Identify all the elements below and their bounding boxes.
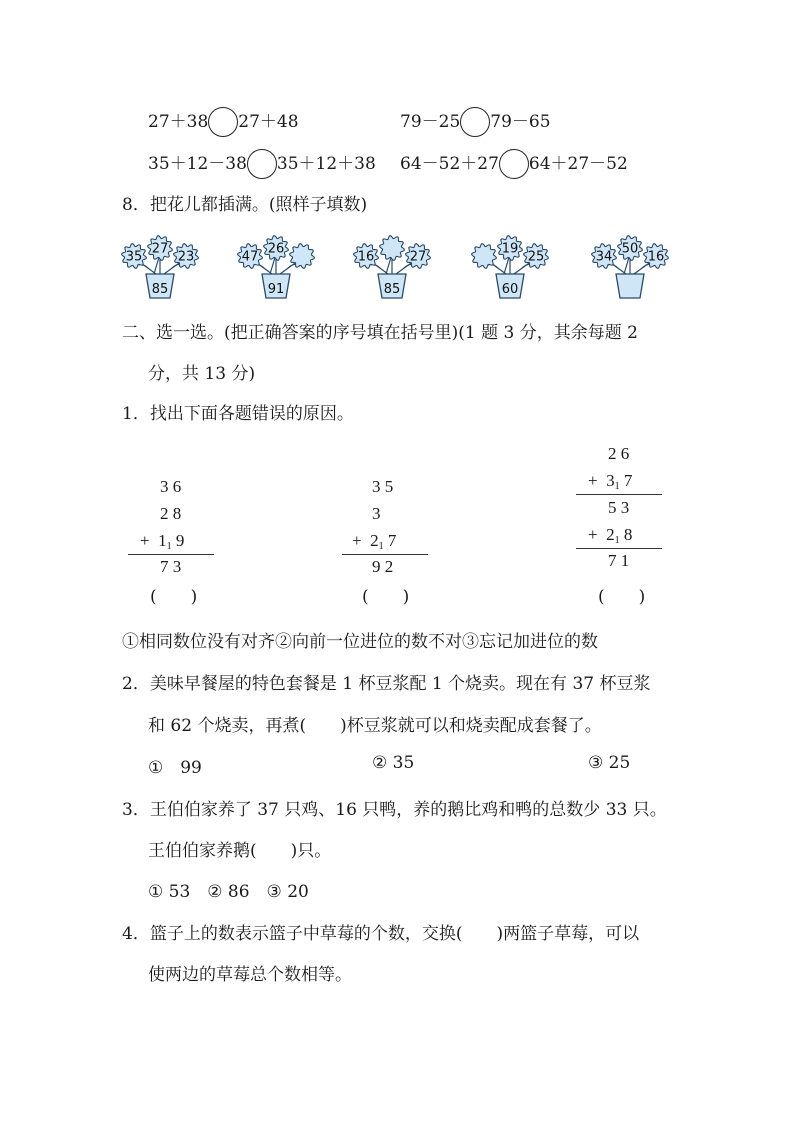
flower-pot [588, 230, 672, 305]
compare-circle[interactable] [247, 149, 277, 179]
compare-circle[interactable] [460, 107, 490, 137]
digit: 7 [387, 531, 397, 550]
flower-pot [118, 230, 202, 305]
calc-row [588, 525, 632, 546]
calc-row: 5 3 [608, 498, 630, 517]
q2-line1: 2．美味早餐屋的特色套餐是 1 杯豆浆配 1 个烧卖。现在有 37 杯豆浆 [122, 674, 651, 694]
q2-option-2[interactable]: ② 35 [372, 753, 415, 773]
expr: 35＋12－38 [148, 154, 247, 174]
calc-rule [342, 554, 428, 555]
compare-row1-left [148, 107, 299, 133]
flower-pot-figure [468, 230, 552, 300]
calc-row: 3 6 [160, 477, 182, 496]
calc-result: 7 3 [160, 557, 182, 576]
digit: 2 [370, 531, 379, 550]
expr: 27＋38 [148, 112, 209, 132]
calc-rule [128, 554, 214, 555]
q2-option-3[interactable]: ③ 25 [588, 753, 631, 773]
flower-pot [234, 230, 318, 305]
carry-digit: 1 [614, 481, 620, 492]
flower-left-number: 35 [125, 249, 143, 265]
expr: 27＋48 [238, 112, 299, 132]
flower-pot [350, 230, 434, 305]
answer-blank[interactable]: ( ) [598, 587, 646, 607]
digit: 1 [158, 531, 167, 550]
expr: 79－65 [490, 112, 551, 132]
calc-rule [576, 548, 662, 549]
flower-pot-figure [350, 230, 434, 300]
compare-circle[interactable] [208, 107, 238, 137]
calc-row [588, 471, 632, 492]
q3-line2: 王伯伯家养鹅( )只。 [148, 841, 332, 861]
compare-circle[interactable] [499, 149, 529, 179]
digit: 2 [606, 525, 615, 544]
expr: 79－25 [400, 112, 461, 132]
carry-digit: 1 [378, 541, 384, 552]
plus-sign: + [352, 531, 362, 550]
flower-right-number: 16 [647, 249, 665, 265]
flower-top-number: 19 [501, 241, 519, 257]
q1-title: 1．找出下面各题错误的原因。 [122, 404, 354, 424]
flower-top-icon[interactable] [380, 236, 405, 261]
flower-top-number: 26 [267, 241, 285, 257]
flower-top-number: 50 [621, 241, 639, 257]
flower-left-number: 47 [241, 249, 259, 265]
calc-result: 7 1 [608, 551, 630, 570]
carry-digit: 1 [614, 535, 620, 546]
calc-row: 2 8 [160, 504, 182, 523]
compare-row2-right [400, 149, 628, 175]
carry-digit: 1 [166, 541, 172, 552]
flower-pot [468, 230, 552, 305]
section2-title-line1: 二、选一选。(把正确答案的序号填在括号里)(1 题 3 分，其余每题 2 [122, 323, 638, 343]
digit: 7 [623, 471, 633, 490]
digit: 3 [606, 471, 615, 490]
expr: 64－52＋27 [400, 154, 499, 174]
calc-row: 3 5 [372, 477, 394, 496]
q4-line1: 4．篮子上的数表示篮子中草莓的个数，交换( )两篮子草莓，可以 [122, 924, 640, 944]
digit: 8 [623, 525, 633, 544]
flower-right-number: 25 [527, 249, 545, 265]
plus-sign: + [140, 531, 150, 550]
section2-title-line2: 分，共 13 分) [148, 364, 256, 384]
q3-options[interactable]: ① 53 ② 86 ③ 20 [148, 882, 309, 902]
pot-number: 91 [267, 282, 285, 297]
q1-reasons: ①相同数位没有对齐②向前一位进位的数不对③忘记加进位的数 [122, 632, 598, 652]
pot-icon [616, 274, 644, 298]
q3-line1: 3．王伯伯家养了 37 只鸡、16 只鸭，养的鹅比鸡和鸭的总数少 33 只。 [122, 800, 667, 820]
flower-pot-figure [234, 230, 318, 300]
flower-right-number: 27 [409, 249, 427, 265]
flower-pot-figure [588, 230, 672, 300]
calc-row [140, 531, 184, 552]
calc-result: 9 2 [372, 557, 394, 576]
compare-row2-left [148, 149, 376, 175]
q2-line2: 和 62 个烧卖，再煮( )杯豆浆就可以和烧卖配成套餐了。 [148, 716, 602, 736]
calc-row: 2 6 [608, 444, 630, 463]
expr: 64＋27－52 [528, 154, 628, 174]
compare-row1-right [400, 107, 551, 133]
q8-title: 8．把花儿都插满。(照样子填数) [122, 195, 368, 215]
answer-blank[interactable]: ( ) [150, 587, 198, 607]
q4-line2: 使两边的草莓总个数相等。 [148, 965, 352, 985]
calc-row: 3 [372, 504, 381, 523]
plus-sign: + [588, 525, 598, 544]
pot-number: 85 [151, 282, 169, 297]
digit: 9 [175, 531, 185, 550]
flower-left-number: 34 [595, 249, 613, 265]
answer-blank[interactable]: ( ) [362, 587, 410, 607]
calc-rule [576, 494, 662, 495]
flower-left-number: 16 [357, 249, 375, 265]
flower-pot-figure [118, 230, 202, 300]
flower-right-number: 23 [177, 249, 195, 265]
expr: 35＋12＋38 [276, 154, 376, 174]
q2-option-1[interactable]: ① 99 [148, 758, 202, 778]
plus-sign: + [588, 471, 598, 490]
flower-top-number: 27 [151, 241, 169, 257]
flower-left-icon[interactable] [472, 244, 497, 269]
calc-row [352, 531, 396, 552]
pot-number: 60 [501, 282, 519, 297]
pot-number: 85 [383, 282, 401, 297]
